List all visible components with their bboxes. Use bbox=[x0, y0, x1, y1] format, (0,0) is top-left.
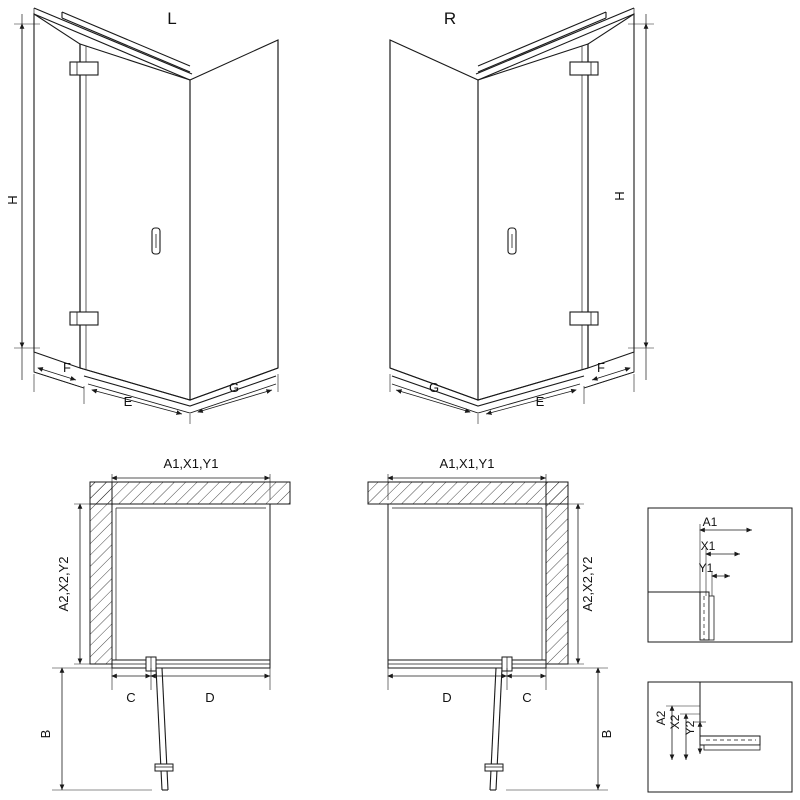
iso-view-right bbox=[390, 8, 654, 424]
plan-left-top-dim: A1,X1,Y1 bbox=[163, 456, 219, 471]
plan-view-left bbox=[52, 474, 290, 790]
iso-left-title: L bbox=[167, 9, 177, 28]
plan-right-dim-b: B bbox=[599, 729, 614, 739]
plan-right-dim-c: C bbox=[522, 690, 532, 705]
detail-bottom-dim-y2: Y2 bbox=[683, 720, 697, 736]
plan-left-dim-b: B bbox=[38, 729, 53, 739]
plan-right-top-dim: A1,X1,Y1 bbox=[439, 456, 495, 471]
dim-h-right: H bbox=[612, 191, 627, 201]
plan-view-right bbox=[368, 474, 608, 790]
detail-top-dim-a1: A1 bbox=[702, 515, 718, 529]
detail-bottom-dim-x2: X2 bbox=[668, 714, 682, 730]
plan-left-dim-c: C bbox=[126, 690, 136, 705]
detail-top-dim-x1: X1 bbox=[700, 539, 716, 553]
detail-view-bottom bbox=[648, 682, 792, 792]
dim-e-right: E bbox=[535, 394, 545, 409]
plan-right-dim-d: D bbox=[442, 690, 452, 705]
detail-top-dim-y1: Y1 bbox=[698, 561, 714, 575]
iso-right-title: R bbox=[443, 9, 457, 28]
dim-f-right: F bbox=[597, 360, 605, 375]
detail-bottom-dim-a2: A2 bbox=[654, 710, 668, 726]
iso-view-left bbox=[14, 8, 278, 424]
plan-right-side-dim: A2,X2,Y2 bbox=[580, 556, 595, 612]
dim-h-left: H bbox=[5, 195, 20, 205]
detail-view-top bbox=[648, 508, 792, 642]
plan-left-dim-d: D bbox=[205, 690, 215, 705]
dim-f-left: F bbox=[63, 360, 71, 375]
plan-left-side-dim: A2,X2,Y2 bbox=[56, 556, 71, 612]
dim-g-right: G bbox=[428, 380, 440, 395]
dim-e-left: E bbox=[123, 394, 133, 409]
dim-g-left: G bbox=[228, 380, 240, 395]
